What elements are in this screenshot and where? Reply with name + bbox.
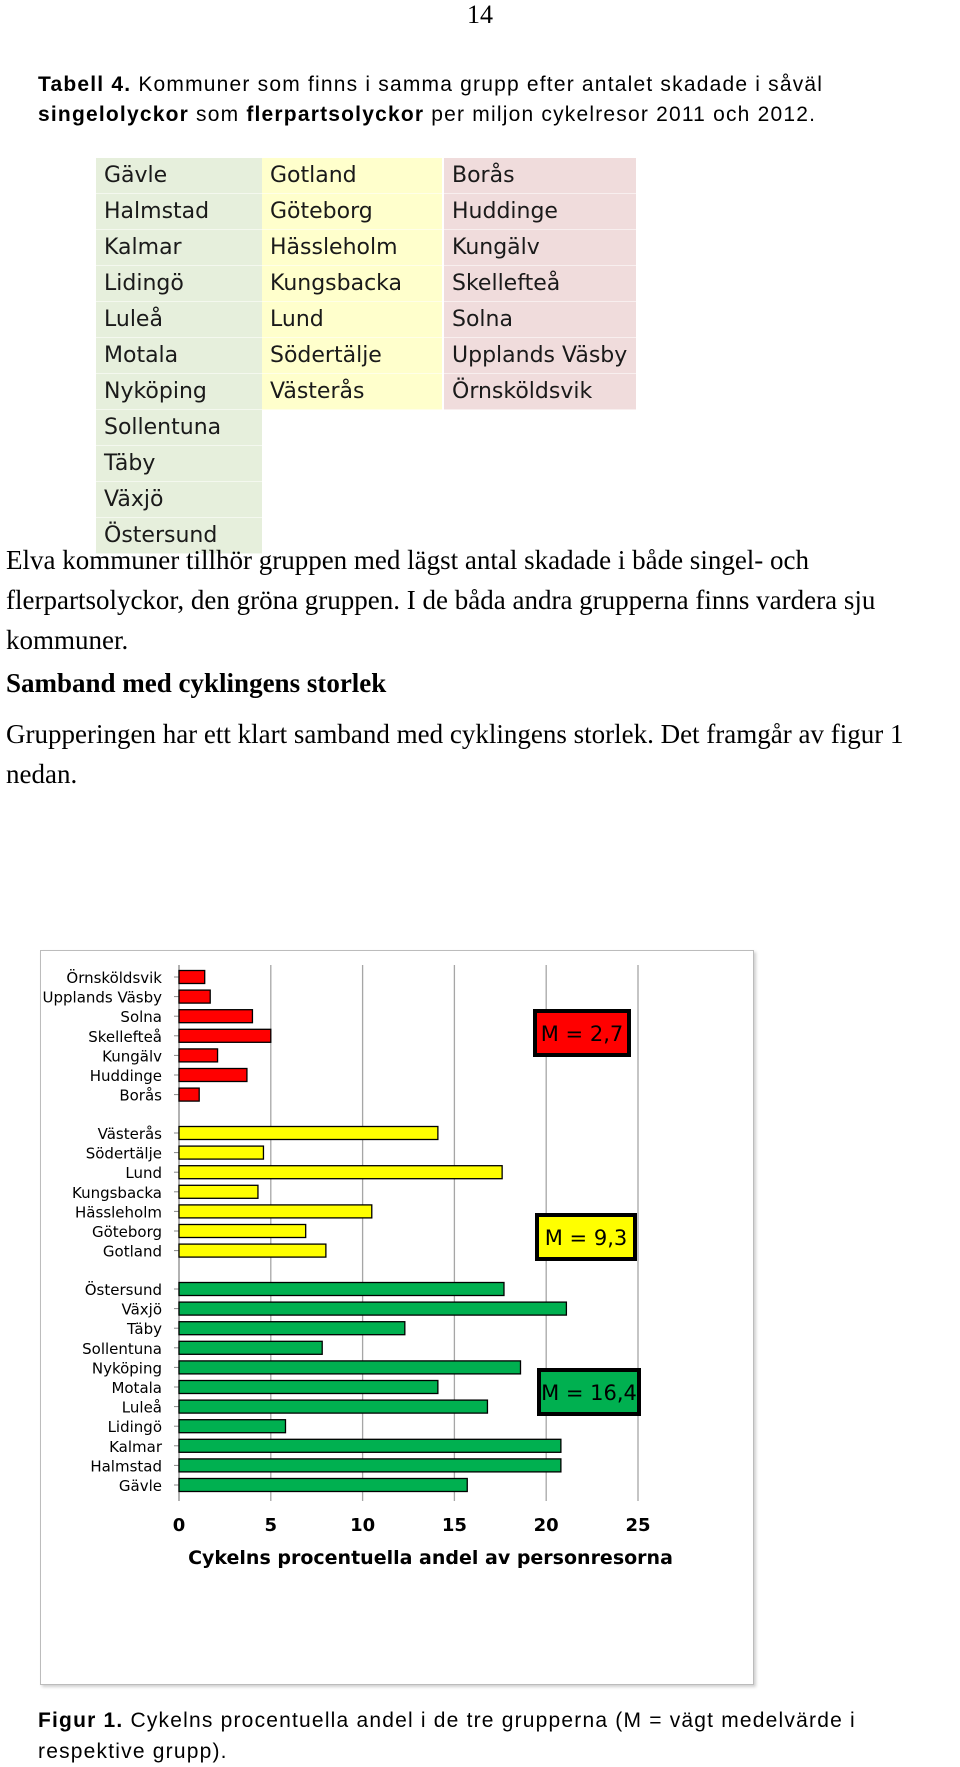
bar [179, 1400, 487, 1413]
green-group-municipality: Växjö [96, 482, 262, 518]
table-caption-label: Tabell 4. [38, 73, 132, 96]
bar-chart-svg [41, 951, 753, 1684]
category-label: Gotland [102, 1242, 162, 1261]
bar [179, 1381, 438, 1394]
x-tick-label: 15 [441, 1515, 467, 1536]
bar [179, 1420, 285, 1433]
category-label: Nyköping [91, 1359, 162, 1378]
bar [179, 1361, 520, 1374]
mean-annotation-label: M = 9,3 [544, 1226, 628, 1250]
table-caption-text: per miljon cykelresor 2011 och 2012. [424, 103, 817, 126]
category-label: Östersund [84, 1281, 162, 1299]
category-label: Lidingö [107, 1418, 162, 1437]
category-label: Solna [120, 1008, 162, 1027]
category-label: Skellefteå [88, 1027, 162, 1046]
category-label: Kungsbacka [71, 1183, 162, 1202]
red-group-municipality: Kungälv [444, 230, 636, 266]
figure-caption-label: Figur 1. [38, 1709, 124, 1732]
category-label: Växjö [121, 1300, 162, 1319]
yellow-group-column [262, 158, 442, 410]
green-group-municipality: Sollentuna [96, 410, 262, 446]
x-tick-label: 20 [533, 1515, 559, 1536]
red-group-municipality: Huddinge [444, 194, 636, 230]
green-group-municipality: Halmstad [96, 194, 262, 230]
yellow-group-municipality: Lund [262, 302, 442, 338]
bar [179, 1302, 566, 1315]
bar [179, 1479, 467, 1492]
bar [179, 1185, 258, 1198]
yellow-group-municipality: Hässleholm [262, 230, 442, 266]
green-group-municipality: Luleå [96, 302, 262, 338]
bar [179, 1439, 561, 1452]
bar [179, 1088, 199, 1101]
green-group-municipality: Nyköping [96, 374, 262, 410]
bar [179, 1283, 504, 1296]
category-label: Västerås [97, 1125, 162, 1143]
yellow-group-municipality: Västerås [262, 374, 442, 410]
category-label: Örnsköldsvik [66, 969, 162, 987]
bar [179, 1244, 326, 1257]
bar [179, 1049, 218, 1062]
category-label: Huddinge [89, 1067, 162, 1085]
category-label: Motala [111, 1379, 162, 1397]
green-group-municipality: Lidingö [96, 266, 262, 302]
page-number: 14 [467, 0, 493, 29]
category-label: Göteborg [91, 1223, 162, 1241]
category-label: Borås [119, 1086, 162, 1105]
bar [179, 1127, 438, 1140]
green-group-municipality: Täby [96, 446, 262, 482]
table-caption-text: som [188, 103, 247, 126]
bar [179, 1029, 271, 1042]
bar [179, 1166, 502, 1179]
category-label: Kungälv [102, 1047, 162, 1066]
paragraph-eleven-municipalities: Elva kommuner tillhör gruppen med lägst antal skadade i både singel- och flerpartsolyckor, den gröna gruppen. I de båda andra grupperna finns vardera sju kommuner. [6, 545, 876, 655]
bar [179, 971, 205, 984]
green-group-municipality: Motala [96, 338, 262, 374]
mean-annotation-label: M = 2,7 [540, 1022, 624, 1046]
green-group-municipality: Gävle [96, 158, 262, 194]
table-caption-text: Kommuner som finns i samma grupp efter antalet skadade i såväl [131, 73, 824, 96]
category-label: Luleå [121, 1398, 162, 1417]
x-tick-label: 5 [264, 1515, 278, 1536]
table-caption-bold-multi: flerpartsolyckor [246, 103, 425, 126]
category-label: Lund [125, 1164, 162, 1183]
x-axis-title: Cykelns procentuella andel av personresorna [188, 1547, 673, 1569]
category-label: Södertälje [85, 1144, 162, 1163]
figure-caption-text: Cykelns procentuella andel i de tre grupperna (M = vägt medelvärde i respektive grupp). [38, 1709, 856, 1763]
bar [179, 1459, 561, 1472]
yellow-group-municipality: Kungsbacka [262, 266, 442, 302]
yellow-group-municipality: Gotland [262, 158, 442, 194]
mean-annotation-label: M = 16,4 [541, 1381, 637, 1405]
red-group-municipality: Borås [444, 158, 636, 194]
table-caption-bold-single: singelolyckor [38, 103, 189, 126]
category-label: Upplands Väsby [42, 988, 162, 1007]
category-label: Kalmar [109, 1437, 162, 1456]
bar [179, 1225, 306, 1238]
bar [179, 1205, 372, 1218]
x-tick-label: 0 [172, 1515, 186, 1536]
green-group-column [96, 158, 262, 554]
red-group-municipality: Örnsköldsvik [444, 374, 636, 410]
red-group-municipality: Upplands Väsby [444, 338, 636, 374]
green-group-municipality: Östersund [96, 518, 262, 554]
bar [179, 1010, 252, 1023]
yellow-group-municipality: Göteborg [262, 194, 442, 230]
table-caption [38, 70, 938, 130]
paragraph-grouping: Grupperingen har ett klart samband med cyklingens storlek. Det framgår av figur 1 nedan. [6, 719, 904, 789]
x-tick-label: 10 [350, 1515, 376, 1536]
red-group-column [444, 158, 636, 410]
section-heading: Samband med cyklingens storlek [6, 668, 387, 698]
bar [179, 990, 210, 1003]
bar [179, 1146, 263, 1159]
yellow-group-municipality: Södertälje [262, 338, 442, 374]
category-label: Halmstad [90, 1457, 162, 1476]
red-group-municipality: Solna [444, 302, 636, 338]
bar [179, 1341, 322, 1354]
category-label: Gävle [118, 1477, 162, 1495]
red-group-municipality: Skellefteå [444, 266, 636, 302]
figure-1-chart [40, 950, 754, 1685]
x-tick-label: 25 [625, 1515, 651, 1536]
category-label: Täby [126, 1320, 162, 1339]
category-label: Hässleholm [75, 1203, 162, 1222]
green-group-municipality: Kalmar [96, 230, 262, 266]
bar [179, 1322, 405, 1335]
category-label: Sollentuna [82, 1339, 162, 1358]
bar [179, 1069, 247, 1082]
figure-caption [38, 1705, 958, 1767]
